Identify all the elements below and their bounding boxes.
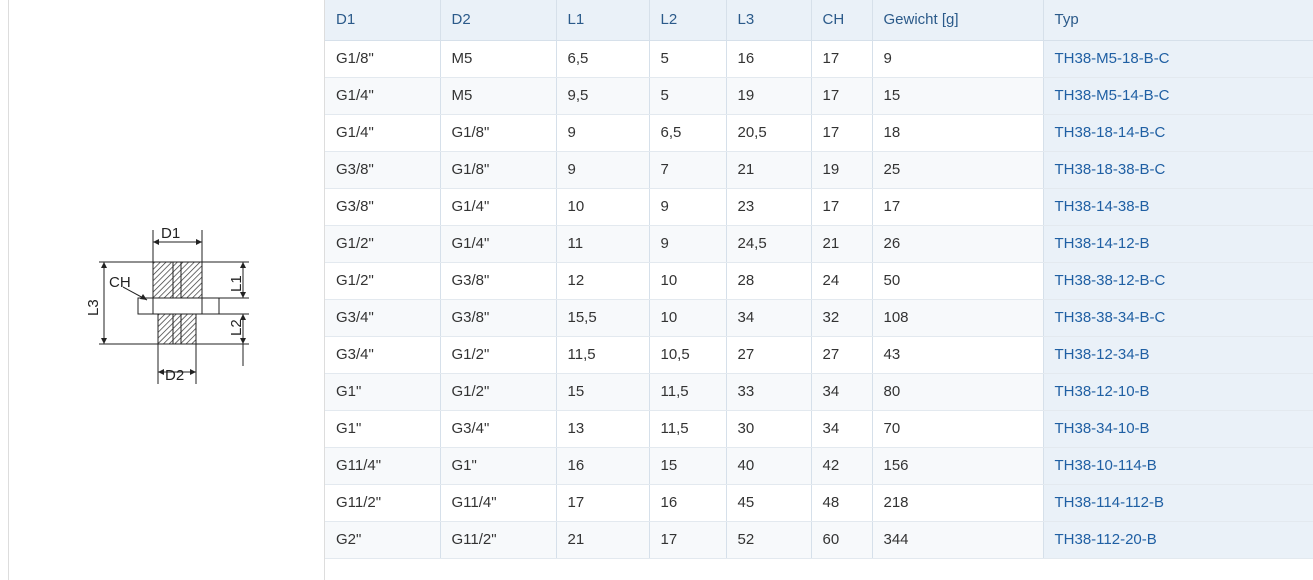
cell-ch: 34 bbox=[811, 410, 872, 447]
cell-typ[interactable]: TH38-112-20-B bbox=[1043, 521, 1313, 558]
l2-label: L2 bbox=[228, 319, 245, 336]
cell-ch: 32 bbox=[811, 299, 872, 336]
cell-l3: 45 bbox=[726, 484, 811, 521]
cell-l2: 10 bbox=[649, 262, 726, 299]
cell-l2: 5 bbox=[649, 77, 726, 114]
cell-l2: 10,5 bbox=[649, 336, 726, 373]
table-row bbox=[325, 188, 1313, 225]
cell-l3: 16 bbox=[726, 40, 811, 77]
column-header-l2: L2 bbox=[649, 0, 726, 40]
fitting-diagram bbox=[9, 0, 326, 580]
cell-l3: 30 bbox=[726, 410, 811, 447]
ch-label: CH bbox=[109, 274, 131, 291]
cell-gewicht: 9 bbox=[872, 40, 1043, 77]
cell-gewicht: 80 bbox=[872, 373, 1043, 410]
cell-d2: M5 bbox=[440, 40, 556, 77]
table-row bbox=[325, 484, 1313, 521]
cell-gewicht: 43 bbox=[872, 336, 1043, 373]
cell-l1: 11 bbox=[556, 225, 649, 262]
cell-typ[interactable]: TH38-14-12-B bbox=[1043, 225, 1313, 262]
cell-l2: 10 bbox=[649, 299, 726, 336]
cell-l2: 6,5 bbox=[649, 114, 726, 151]
cell-l1: 6,5 bbox=[556, 40, 649, 77]
cell-typ[interactable]: TH38-12-10-B bbox=[1043, 373, 1313, 410]
cell-l1: 10 bbox=[556, 188, 649, 225]
cell-d2: G3/8" bbox=[440, 262, 556, 299]
cell-l2: 5 bbox=[649, 40, 726, 77]
column-header-gewicht: Gewicht [g] bbox=[872, 0, 1043, 40]
cell-d2: G1/4" bbox=[440, 225, 556, 262]
cell-d1: G3/8" bbox=[325, 188, 440, 225]
cell-gewicht: 344 bbox=[872, 521, 1043, 558]
cell-d1: G1/2" bbox=[325, 225, 440, 262]
column-header-l1: L1 bbox=[556, 0, 649, 40]
cell-typ[interactable]: TH38-M5-14-B-C bbox=[1043, 77, 1313, 114]
cell-d2: G3/4" bbox=[440, 410, 556, 447]
table-row bbox=[325, 114, 1313, 151]
cell-l1: 15,5 bbox=[556, 299, 649, 336]
column-header-typ: Typ bbox=[1043, 0, 1313, 40]
cell-l3: 19 bbox=[726, 77, 811, 114]
cell-l3: 33 bbox=[726, 373, 811, 410]
cell-gewicht: 26 bbox=[872, 225, 1043, 262]
cell-gewicht: 108 bbox=[872, 299, 1043, 336]
cell-typ[interactable]: TH38-18-14-B-C bbox=[1043, 114, 1313, 151]
cell-l1: 11,5 bbox=[556, 336, 649, 373]
cell-l3: 27 bbox=[726, 336, 811, 373]
cell-d2: G1/8" bbox=[440, 114, 556, 151]
table-header-row bbox=[325, 0, 1313, 40]
table-row bbox=[325, 262, 1313, 299]
cell-l1: 9,5 bbox=[556, 77, 649, 114]
cell-ch: 17 bbox=[811, 77, 872, 114]
table-row bbox=[325, 225, 1313, 262]
cell-d2: G3/8" bbox=[440, 299, 556, 336]
table-row bbox=[325, 336, 1313, 373]
cell-l1: 9 bbox=[556, 114, 649, 151]
cell-l1: 16 bbox=[556, 447, 649, 484]
cell-d1: G1/4" bbox=[325, 114, 440, 151]
table-row bbox=[325, 299, 1313, 336]
cell-l2: 15 bbox=[649, 447, 726, 484]
cell-typ[interactable]: TH38-12-34-B bbox=[1043, 336, 1313, 373]
cell-typ[interactable]: TH38-18-38-B-C bbox=[1043, 151, 1313, 188]
column-header-ch: CH bbox=[811, 0, 872, 40]
l3-label: L3 bbox=[85, 299, 102, 316]
cell-l3: 52 bbox=[726, 521, 811, 558]
cell-l1: 12 bbox=[556, 262, 649, 299]
cell-typ[interactable]: TH38-38-34-B-C bbox=[1043, 299, 1313, 336]
l1-label: L1 bbox=[228, 275, 245, 292]
cell-l1: 21 bbox=[556, 521, 649, 558]
cell-l2: 9 bbox=[649, 188, 726, 225]
cell-gewicht: 17 bbox=[872, 188, 1043, 225]
cell-d1: G3/8" bbox=[325, 151, 440, 188]
cell-ch: 42 bbox=[811, 447, 872, 484]
cell-d1: G11/2" bbox=[325, 484, 440, 521]
cell-l3: 21 bbox=[726, 151, 811, 188]
cell-ch: 24 bbox=[811, 262, 872, 299]
cell-l3: 28 bbox=[726, 262, 811, 299]
cell-l2: 7 bbox=[649, 151, 726, 188]
cell-gewicht: 15 bbox=[872, 77, 1043, 114]
cell-gewicht: 218 bbox=[872, 484, 1043, 521]
cell-ch: 34 bbox=[811, 373, 872, 410]
table-row bbox=[325, 447, 1313, 484]
table-row bbox=[325, 151, 1313, 188]
cell-l2: 11,5 bbox=[649, 373, 726, 410]
cell-d2: G1" bbox=[440, 447, 556, 484]
cell-l1: 9 bbox=[556, 151, 649, 188]
cell-d2: G1/2" bbox=[440, 336, 556, 373]
cell-l3: 20,5 bbox=[726, 114, 811, 151]
cell-d1: G3/4" bbox=[325, 336, 440, 373]
table-body bbox=[325, 40, 1313, 558]
cell-ch: 17 bbox=[811, 188, 872, 225]
cell-d1: G1/8" bbox=[325, 40, 440, 77]
cell-l2: 17 bbox=[649, 521, 726, 558]
cell-l3: 40 bbox=[726, 447, 811, 484]
table-row bbox=[325, 373, 1313, 410]
d1-label: D1 bbox=[161, 225, 181, 242]
column-header-d2: D2 bbox=[440, 0, 556, 40]
cell-d1: G1/4" bbox=[325, 77, 440, 114]
cell-l1: 15 bbox=[556, 373, 649, 410]
cell-d1: G11/4" bbox=[325, 447, 440, 484]
cell-d2: G11/2" bbox=[440, 521, 556, 558]
product-variants-table bbox=[325, 0, 1313, 559]
cell-ch: 19 bbox=[811, 151, 872, 188]
cell-gewicht: 18 bbox=[872, 114, 1043, 151]
cell-d1: G1/2" bbox=[325, 262, 440, 299]
cell-l3: 24,5 bbox=[726, 225, 811, 262]
column-header-l3: L3 bbox=[726, 0, 811, 40]
cell-ch: 17 bbox=[811, 114, 872, 151]
cell-d1: G1" bbox=[325, 373, 440, 410]
cell-ch: 17 bbox=[811, 40, 872, 77]
cell-gewicht: 50 bbox=[872, 262, 1043, 299]
cell-ch: 21 bbox=[811, 225, 872, 262]
cell-d2: G1/8" bbox=[440, 151, 556, 188]
table-row bbox=[325, 521, 1313, 558]
cell-l1: 17 bbox=[556, 484, 649, 521]
cell-d1: G3/4" bbox=[325, 299, 440, 336]
cell-d2: G1/4" bbox=[440, 188, 556, 225]
cell-typ[interactable]: TH38-114-112-B bbox=[1043, 484, 1313, 521]
cell-typ[interactable]: TH38-34-10-B bbox=[1043, 410, 1313, 447]
cell-ch: 27 bbox=[811, 336, 872, 373]
d2-label: D2 bbox=[165, 367, 185, 384]
cell-l2: 16 bbox=[649, 484, 726, 521]
cell-typ[interactable]: TH38-14-38-B bbox=[1043, 188, 1313, 225]
cell-d2: M5 bbox=[440, 77, 556, 114]
table-row bbox=[325, 410, 1313, 447]
cell-d1: G1" bbox=[325, 410, 440, 447]
cell-gewicht: 25 bbox=[872, 151, 1043, 188]
cell-d2: G1/2" bbox=[440, 373, 556, 410]
table-row bbox=[325, 77, 1313, 114]
cell-ch: 48 bbox=[811, 484, 872, 521]
cell-typ[interactable]: TH38-M5-18-B-C bbox=[1043, 40, 1313, 77]
technical-drawing-panel bbox=[8, 0, 325, 580]
cell-ch: 60 bbox=[811, 521, 872, 558]
cell-l1: 13 bbox=[556, 410, 649, 447]
cell-d1: G2" bbox=[325, 521, 440, 558]
cell-l2: 11,5 bbox=[649, 410, 726, 447]
cell-gewicht: 156 bbox=[872, 447, 1043, 484]
cell-typ[interactable]: TH38-38-12-B-C bbox=[1043, 262, 1313, 299]
cell-typ[interactable]: TH38-10-114-B bbox=[1043, 447, 1313, 484]
table-row bbox=[325, 40, 1313, 77]
cell-l3: 34 bbox=[726, 299, 811, 336]
cell-l3: 23 bbox=[726, 188, 811, 225]
cell-d2: G11/4" bbox=[440, 484, 556, 521]
cell-l2: 9 bbox=[649, 225, 726, 262]
column-header-d1: D1 bbox=[325, 0, 440, 40]
cell-gewicht: 70 bbox=[872, 410, 1043, 447]
